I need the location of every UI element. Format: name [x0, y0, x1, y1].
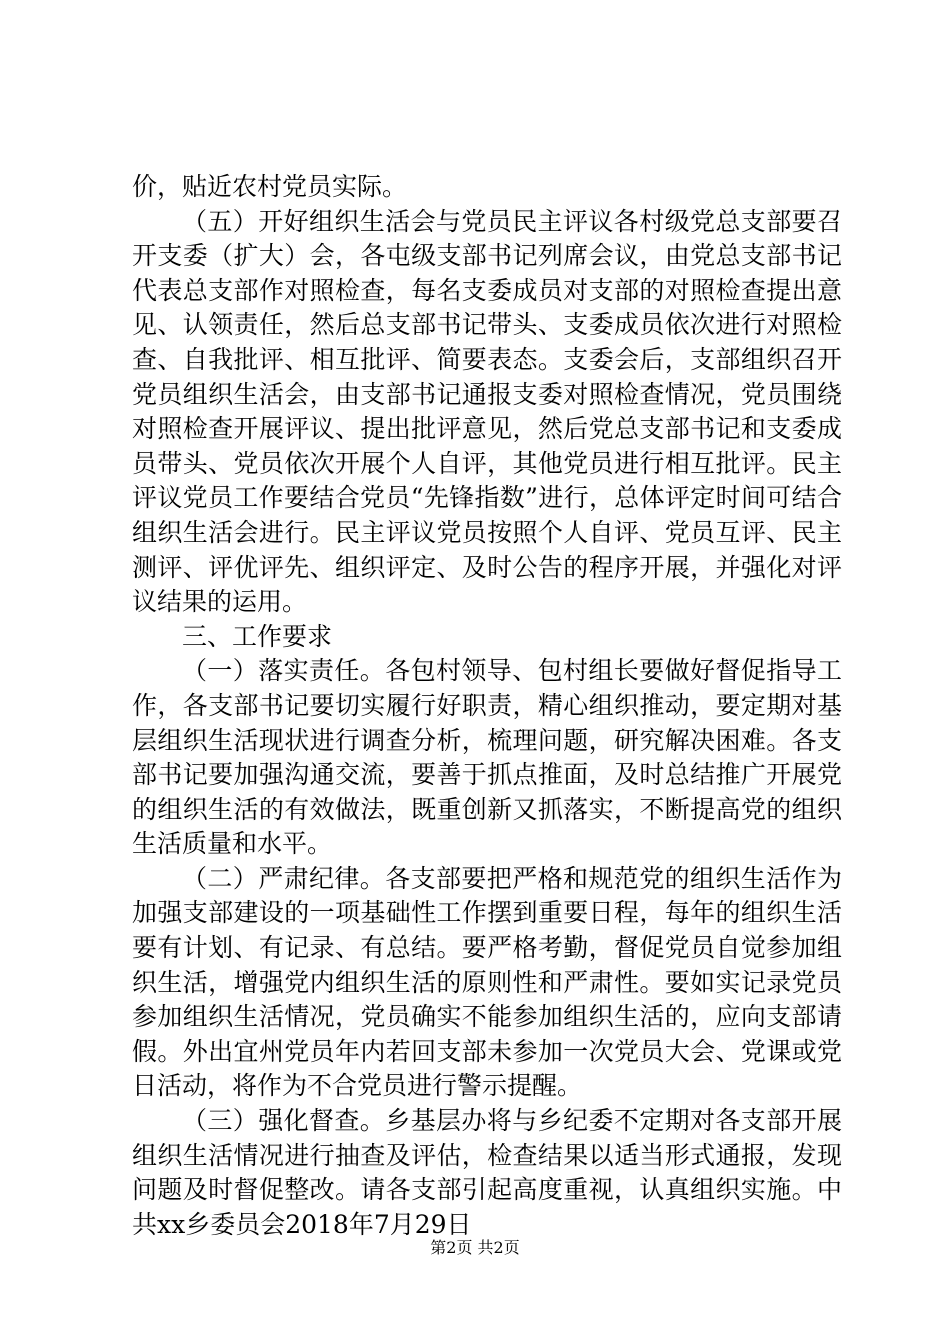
document-body — [132, 170, 842, 1242]
paragraph-continuation: 价，贴近农村党员实际。 — [132, 172, 408, 201]
paragraph-requirement-1: （一）落实责任。各包村领导、包村组长要做好督促指导工作，各支部书记要切实履行好职责，精心组织推动，要定期对基层组织生活现状进行调查分析，梳理问题，研究解决困难。各支部书记要加强沟通交流，要善于抓点推面，及时总结推广开展党的组织生活的有效做法，既重创新又抓落实，不断提高党的组织生活质量和水平。 — [132, 656, 842, 859]
page-footer: 第2页 共2页 — [430, 1238, 520, 1257]
paragraph-requirement-2: （二）严肃纪律。各支部要把严格和规范党的组织生活作为加强支部建设的一项基础性工作摆到重要日程，每年的组织生活要有计划、有记录、有总结。要严格考勤，督促党员自觉参加组织生活，增强党内组织生活的原则性和严肃性。要如实记录党员参加组织生活情况，党员确实不能参加组织生活的，应向支部请假。外出宜州党员年内若回支部未参加一次党员大会、党课或党日活动，将作为不合党员进行警示提醒。 — [132, 863, 842, 1101]
section-heading-work-requirements: 三、工作要求 — [182, 621, 333, 651]
paragraph-requirement-3: （三）强化督查。乡基层办将与乡纪委不定期对各支部开展组织生活情况进行抽查及评估，检查结果以适当形式通报，发现问题及时督促整改。请各支部引起高度重视，认真组织实施。中共xx乡委员会2018年7月29日 — [132, 1106, 842, 1239]
paragraph-section-5: （五）开好组织生活会与党员民主评议各村级党总支部要召开支委（扩大）会，各屯级支部书记列席会议，由党总支部书记代表总支部作对照检查，每名支委成员对支部的对照检查提出意见、认领责任，然后总支部书记带头、支委成员依次进行对照检查、自我批评、相互批评、简要表态。支委会后，支部组织召开党员组织生活会，由支部书记通报支委对照检查情况，党员围绕对照检查开展评议、提出批评意见，然后党总支部书记和支委成员带头、党员依次开展个人自评，其他党员进行相互批评。民主评议党员工作要结合党员“先锋指数”进行，总体评定时间可结合组织生活会进行。民主评议党员按照个人自评、党员互评、民主测评、评优评先、组织评定、及时公告的程序开展，并强化对评议结果的运用。 — [132, 206, 842, 617]
